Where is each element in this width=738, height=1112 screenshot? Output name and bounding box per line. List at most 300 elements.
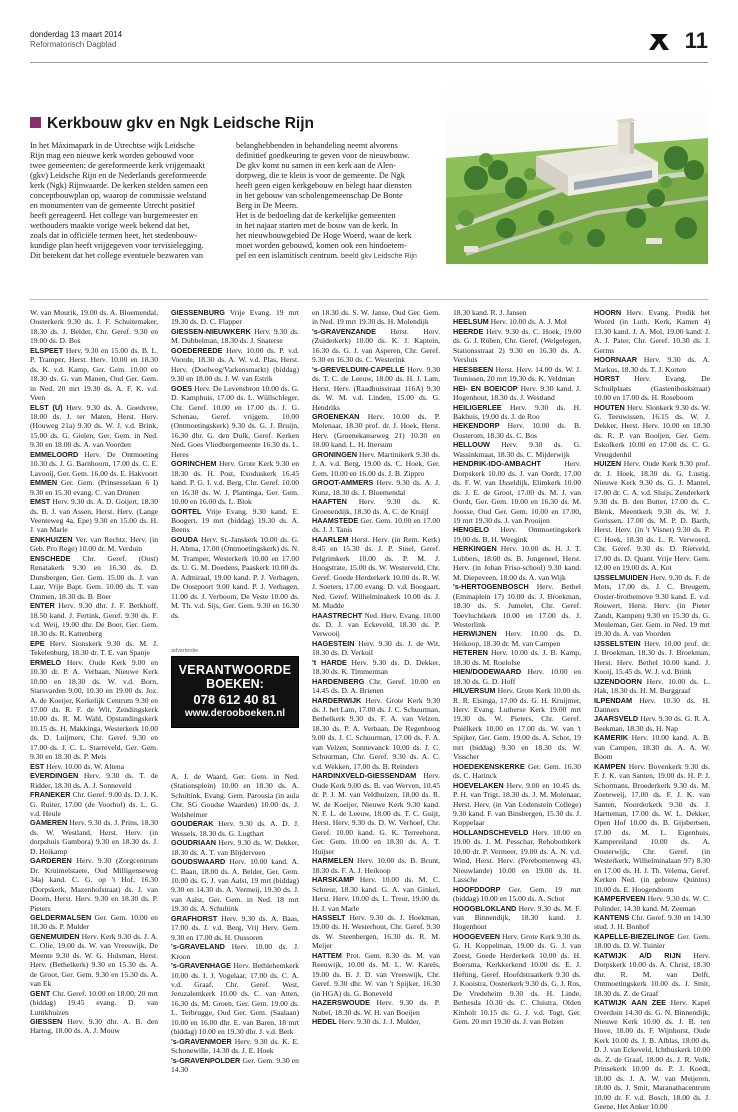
- service-entry: [312, 365, 440, 412]
- service-details: en 18.30 ds. S. W. Janse, Oud Ger. Gem. in Ned. 19 mrt 19.30 ds. H. Molendijk: [312, 308, 440, 327]
- service-details: Herv. Evang. Predik het Woord (in Luth. Kerk, Kamen 4) 13.30 kand. J. A. Mol, 19.00 kand. J. A. J. Pater, Chr. Geref. 10.30 ds. J. Germs: [594, 308, 710, 355]
- newspaper-name: Reformatorisch Dagblad: [30, 40, 117, 49]
- service-details: Herv. 9.30 ds. K. Groenendijk, 18.30 ds. A. C. de Kruijf: [312, 497, 440, 516]
- article-line: en monumenten van de gemeente Utrecht positief: [30, 201, 195, 210]
- place-name: 's-GRAVENZANDE: [312, 326, 377, 336]
- service-entry: [312, 771, 440, 856]
- place-name: HOOFDDORP: [453, 884, 501, 894]
- place-name: IJZENDOORN: [594, 676, 642, 686]
- place-name: HOOGBLOKLAND: [453, 903, 517, 913]
- article-line: In het Máximapark in de Utrechtse wijk Leidsche: [30, 141, 195, 150]
- place-name: KAMERIK: [594, 733, 629, 743]
- service-entry: [171, 942, 299, 961]
- place-name: HAARLEM: [312, 534, 349, 544]
- service-entry: [453, 828, 581, 885]
- service-entry: [594, 355, 710, 374]
- service-entry: [453, 582, 581, 629]
- service-details: Vrije Evang. 9.30 kand. E. Boogert, 19 mrt (biddag) 19.30 ds. A. Beens: [171, 506, 299, 535]
- service-entry: [171, 535, 299, 620]
- place-name: 's-GREVELDUIN-CAPELLE: [312, 364, 405, 374]
- service-entry: [171, 459, 299, 506]
- service-details: Herv. 9.30 ds. M. F. van Binnendijk, 18.30 kand. J. Hogenhout: [453, 903, 581, 932]
- service-details: Herv. 9.30 ds. A. Baas, 17.00 ds. J. v.d. Berg, Vrij Herv. Gem. 9.30 en 17.00 ds. H. Oussoren: [171, 913, 299, 942]
- service-listing-column-4: [453, 308, 581, 1060]
- service-entry: [594, 998, 710, 1111]
- service-details: Herv. 10.00 kand. A. B. van Campen, 18.30 ds. A. A. W. Boom: [594, 733, 710, 762]
- masthead: [30, 30, 708, 64]
- service-details: Herv. 10.00 ds. P. Molenaar, 18.30 prof. dr. J. Hoek, Herst. Herv. (Groenekanseweg 21) 10.30 en 18.00 kand. L. H. Ittersum: [312, 411, 441, 450]
- place-name: GRAFHORST: [171, 913, 218, 923]
- page-number: 11: [684, 28, 708, 53]
- service-entry: [312, 327, 440, 365]
- service-details: Herv. 10.00 ds. D. Heikoop, 18.30 dr. M. van Campen: [453, 629, 581, 648]
- service-details: A. J. de Waard, Ger. Gem. in Ned. (Stationsplein) 10.00 en 18.30 ds. A. Schultink, Evang. Gem. Parousia (in aula Chr. SG Goudse Waarden) 10.00 ds. J. Wolsheimer: [171, 772, 299, 819]
- article-line: in het gebouw van scholengemeenschap De Bonte: [236, 191, 403, 200]
- service-entry: [453, 629, 581, 648]
- service-details: Herv. Kerk 9.30 ds. J. A. C. Olie, 19.00 ds. W. van Vreeswijk, De Meente 9.30 ds. W. G. Hulsman, Herst. Herv. (Bethelkerk) 9.30 en 15.30 ds. A. de Groot, Ger. Gem. 9.30 en 15.30 ds. A. van Ek: [30, 931, 158, 989]
- article-line: kundige plan heeft vrijgegeven voor tervisielegging.: [30, 241, 204, 250]
- place-name: ELST (U): [30, 402, 63, 412]
- place-name: KAMPERVEEN: [594, 894, 646, 904]
- place-name: HOORNAAR: [594, 355, 637, 365]
- service-details: Herv. 10.00 ds. B. Oosterom, 18.30 ds. C. Bos: [453, 421, 581, 440]
- place-name: 's-GRAVENMOER: [171, 1036, 232, 1046]
- service-entry: [30, 478, 158, 497]
- place-name: HOEDEKENSKERKE: [453, 761, 525, 771]
- service-entry: [312, 696, 440, 772]
- service-details: Herv. 9.30 ds. A. D. Goijert, 18.30 ds. B. J. van Assen, Herst. Herv. (Lange Veenteweg 4a, Epe) 9.30 en 15.00 ds. H. J. van Marle: [30, 497, 158, 535]
- service-details: Herv. 9.30 ds. P. Nobel, 18.30 ds. W. H. van Boeijen: [312, 998, 441, 1017]
- service-details: Herv. Grote Kerk 9.30 en 18.30 ds. H. Post, Exoduskerk 16.45 kand. P. G. I. v.d. Berg, Chr. Geref. 10.00 en 16.30 ds. W. J. Plantinga, Ger. Gem. 10.00 en 16.00 ds. L. Blok: [171, 459, 299, 507]
- service-entry: [171, 914, 299, 942]
- service-entry: [30, 601, 158, 639]
- service-entry: [453, 327, 581, 365]
- service-entry: [312, 1017, 440, 1026]
- service-entry: [312, 516, 440, 535]
- service-details: Herv. 9.30 ds. K. E. Schonewille, 14.30 ds. J. E. Hoek: [171, 1036, 299, 1056]
- service-entry: [594, 639, 710, 677]
- service-details: Herv. 9.30 ds. M. Dubbelman, 18.30 ds. J. Snaterse: [171, 326, 299, 346]
- service-entry: [312, 875, 440, 913]
- place-name: HOEVELAKEN: [453, 780, 504, 790]
- service-details: Herv. 9.30 ds. J. Hoekman, 19.00 ds. H. Westerhout, Chr. Geref. 9.30 ds. W. Steenbergen, 16.30 ds. R. M. Meijer: [312, 913, 440, 951]
- place-name: HOOGEVEEN: [453, 931, 501, 941]
- service-entry: [171, 857, 299, 914]
- place-name: HUIZEN: [594, 459, 622, 469]
- service-entry: [30, 989, 158, 1017]
- ad-phone: 078 612 40 81: [193, 692, 277, 707]
- service-details: Herv. Oude Kerk 9.30 prof. dr. J. Hoek, 18.30 ds. G. Lustig, Nieuwe Kerk 9.30 ds. G. J. Mantel, 17.00 dr. C. A. v.d. Sluijs, Zenderkerk 9.30 ds. B. den Butter, 17.00 ds. C. Blenk, Meentkerk 9.30 ds. W. J. Gorissen, 17.00 ds. M. P. D. Barth, Herst. Herv. (in 't Visnet) 9.30 ds. P. C. Hoek, 18.30 ds. L. R. Verwoerd, Chr. Geref. 9.30 ds. D. Rietveld, 17.00 ds. D. Quant. Vrije Herv. Gem. 12.00 en 19.00 ds. A. Kot: [594, 459, 710, 573]
- place-name: 't HARDE: [312, 657, 347, 667]
- place-name: HETEREN: [453, 648, 488, 658]
- service-details: Herv. Martinikerk 9.30 ds. J. A. v.d. Berg, 19.00 ds. C. Hoek, Ger. Gem. 10.00 en 16.00 ds. J. B. Zippro: [312, 449, 440, 478]
- place-name: 's-HERTOGENBOSCH: [453, 582, 529, 592]
- service-entry: [30, 771, 158, 790]
- place-name: GIESSENBURG: [171, 308, 225, 317]
- place-name: HASSELT: [312, 913, 346, 922]
- place-name: GIESSEN: [30, 1016, 63, 1026]
- service-details: Herv. 9.30 ds. H. Bakhuis, 19.00 ds. J. de Roo: [453, 402, 581, 421]
- service-details: W. van Mourik, 19.00 ds. A. Bloemendal, Oosterkerk 9.30 ds. J. F. Schuitemaker, 18.30 ds. J. Belder, Chr. Geref. 9.30 en 19.00 ds. D. Bos: [30, 308, 158, 346]
- service-details: Herv. 10.00 ds. L. Hak, 18.30 ds. H. M. Burggraaf: [594, 676, 710, 696]
- place-name: GORINCHEM: [171, 459, 217, 469]
- service-entry: [594, 762, 710, 894]
- advertisement-box[interactable]: [171, 656, 299, 728]
- service-details: Herv. 9.00 en 10.45 ds. P. H. van Trigt, 18.30 ds. J. M. Molenaar, Herst. Herv. (in Van Lodenstein College) 9.30 kand. F. van Binsbergen, 15.30 ds. J. Koppelaar: [453, 780, 581, 828]
- place-name: HAZERSWOUDE: [312, 998, 370, 1008]
- service-entry: [453, 904, 581, 932]
- service-details: Herv. 10.00 kand. A. C. Baan, 18.00 ds. A. Belder, Ger. Gem. 10.00 ds. G. J. van Aalst, 19 mrt (biddag) 9.30 en 14.30 ds. A. Vermeij, 19.30 ds. J. van Aalst, Ger. Gem. in Ned. 18 mrt 19.30 ds. A. Schultink: [171, 857, 299, 914]
- service-entry: [312, 856, 440, 875]
- service-entry: [312, 478, 440, 497]
- service-entry: [312, 658, 440, 677]
- service-entry: [171, 384, 299, 460]
- place-name: EPE: [30, 638, 45, 648]
- service-details: Ger. Gem. (Prinsesselaan 6 I) 9.30 en 15.30 evang. C. van Drunen: [30, 478, 158, 497]
- article-line: heeft geen eigen kerkgebouw en belegt haar diensten: [236, 181, 412, 190]
- service-details: Herst. Herv. (in Rem. Kerk) 8.45 en 15.30 ds. J. P. Stoel, Geref. Pelgrimkerk 10.00 ds. P. M. J. Hoogstrate, 15.00 ds. W. Westerveld, Chr. Geref. Goede Herderkerk 10.00 ds. R. W. J. Soeters, 17.00 evang. D. v.d. Boogaart, Ned. Geref. Wilhelminakerk 10.00 ds. J. M. Mudde: [312, 534, 440, 611]
- place-name: ENSCHEDE: [30, 553, 71, 563]
- place-name: EMST: [30, 497, 51, 507]
- service-details: Chr. Geref. 9.00 ds. D. J. K. G. Ruiter, 17.00 (de Voorhof) ds. L. G. v.d. Heule: [30, 790, 158, 819]
- service-entry: [312, 951, 440, 998]
- place-name: EMMELOORD: [30, 449, 79, 459]
- service-details: Herv. 9.30 ds. G. R. A. Beekman, 18.30 ds. H. Nap: [594, 714, 710, 733]
- service-details: Herv. 9.30 ds. T. C. de Leeuw, 18.00 ds. H. J. Lam, Herst. Herv. (Raadhuisstraat 116A) 9.30 ds. W. M. v.d. Linden, 15.00 ds. G. Hendriks: [312, 364, 440, 412]
- place-name: GENEMUIDEN: [30, 931, 80, 941]
- service-details: Herv. 9.30 (Zorgcentrum Dr. Kruimelstaete, Oud Milligenseweg 34a) kand. C. G. op 't Hof, 16.30 (Dorpskerk, Mazenhofstraat) ds. J. van Doorn, Herst. Herv. 9.30 en 18.30 ds. P. Pieters: [30, 856, 158, 913]
- article-column-2: [236, 141, 431, 261]
- article-line: conceptbouwplan op, waarop de commissie welstand: [30, 191, 207, 200]
- place-name: HENDRIK-IDO-AMBACHT: [453, 459, 541, 469]
- place-name: EVERDINGEN: [30, 771, 79, 781]
- place-name: 's-GRAVELAND: [171, 942, 225, 952]
- masthead-divider: [30, 62, 708, 63]
- place-name: HAASTRECHT: [312, 610, 363, 620]
- service-details: Herv. 9.30 ds. J. J. Mulder,: [338, 1016, 421, 1026]
- service-entry: [312, 639, 440, 658]
- place-name: GORTEL: [171, 506, 202, 516]
- place-name: HATTEM: [312, 950, 342, 960]
- place-name: HOORN: [594, 308, 622, 317]
- service-entry: [171, 838, 299, 857]
- article-line: (gkv) Leidsche Rijn en de Nederlands gereformeerde: [30, 171, 207, 180]
- service-details: Herv. 9.30 ds. A. Markus, 18.30 ds. T. J. Korten: [594, 355, 710, 374]
- ad-line-2: BOEKEN:: [206, 677, 264, 691]
- service-entry: [171, 507, 299, 535]
- service-entry: [453, 544, 581, 582]
- service-details: Herv. 10.00 ds. H. J. T. Lubbers, 18.00 ds. B. Jongeneel, Herst. Herv. (in Johan Friso-school) 9.30 kand. M. Diepeveen, 18.00 ds. A. van Wijk: [453, 544, 581, 582]
- article-headline: [30, 115, 415, 137]
- place-name: HIEN/DODEWAARD: [453, 667, 522, 677]
- service-entry: [594, 374, 710, 402]
- place-name: HERKINGEN: [453, 544, 497, 554]
- service-details: Herv. 10.00 en 18.30 ds. G. D. Hoff: [453, 667, 581, 686]
- service-details: Herv. 9.30 en 15.00 ds. B. L. P. Tramper, Herst. Herv. 10.00 en 18.30 ds. K. v.d. Kamp, Ger. Gem. 10.00 en 18.30 ds. G. van Manen, Oud Ger. Gem. in Ned. 20 mrt 19.30 ds. A. F. K. v.d. Veen: [30, 345, 158, 403]
- article-line: wethouders maakte vorige week bekend dat het,: [30, 221, 190, 230]
- place-name: IJSSELSTEIN: [594, 638, 641, 648]
- service-details: Ver. van Rechtz. Herv. (in Geb. Pro Rege) 10.00 dr. M. Verduin: [30, 534, 158, 554]
- service-details: Ger. Gem. 18.00 ds. D. W. Tuinier: [594, 931, 710, 951]
- service-entry: [594, 308, 710, 355]
- service-listing-column-5: [594, 308, 711, 1112]
- service-details: Herst. Herv. (Zuiderkerk) 10.00 ds. K. J. Kaptein, 16.30 ds. G. J. van Asperen, Chr. Geref. 9.30 en 16.30 ds. C. Westerink: [312, 326, 440, 365]
- service-entry: [30, 554, 158, 601]
- service-entry: [171, 1037, 299, 1056]
- place-name: GOUDA: [171, 534, 199, 544]
- service-entry: [30, 308, 158, 346]
- service-entry: [312, 308, 440, 327]
- place-name: KATWIJK AAN ZEE: [594, 998, 666, 1008]
- church-illustration-icon: [446, 78, 708, 264]
- service-details: Herv. 9.30 ds. A. J. Kunz, 18.30 ds. J. Bloemendal: [312, 478, 441, 497]
- place-name: GENT: [30, 988, 51, 998]
- service-details: Herv. 10.00 ds. J. B. Kamp, 18.30 ds. M. Roelofse: [453, 648, 581, 667]
- service-details: Ger. Gem. 10.00 en 17.00 ds. J. J. Tanis: [312, 515, 440, 535]
- service-details: Herv. 9.30 ds. J. Prins, 18.30 ds. W. Westland, Herst. Herv. (in dorpshuis Gambora) 9.30 en 18.30 ds. J. D. Heikamp: [30, 818, 158, 856]
- photo-credit: beeld gkv Leidsche Rijn: [339, 251, 417, 260]
- article-line: heeft gereageerd. Het college van burgemeester en: [30, 211, 198, 220]
- service-details: Herv. 10.00 ds. B. Brunt, 18.30 ds. F. A. J. Heikoop: [312, 856, 440, 875]
- service-entry: [312, 677, 440, 696]
- service-entry: [312, 450, 440, 478]
- place-name: HEESBEEN: [453, 364, 494, 374]
- article-line: belanghebbenden in behandeling neemt alvorens: [236, 141, 398, 150]
- service-entry: [453, 459, 581, 525]
- place-name: HARDERWIJK: [312, 695, 362, 705]
- place-name: ERMELO: [30, 657, 62, 667]
- service-details: Herv. Kapel Overduin 14.30 ds. G. N. Binnendijk, Nieuwe Kerk 10.00 ds. J. B. ten Hove, 18.00 ds. F. Wijnhorst, Oude Kerk 10.00 ds. J. B. Alblas, 18.00 ds. D. J. van Eckeveld, Ichthuskerk 10.00 ds. Z. de Graaf, 18.00 ds. J. R. Volk, Prinsekerk 10.00 ds. P. J. Koedt, 18.00 ds. J. A. W. van Meijeren, 18.00 ds. J. Smit, Maranathacentrum 10.00 dr. F. v.d. Bosch, 18.00 ds. J. Geene, Het Anker 10.00: [594, 998, 711, 1112]
- service-details: Prot. Gem. 8.30 ds. M. van Reeuwijk, 10.00 ds. M. L. W. Karels, 19.00 ds. B. J. D. van Vreeswijk, Chr. Geref. 9.30 dhr. W. van 't Spijker, 16.30 (in HGA) ds. G. Boneveld: [312, 950, 440, 998]
- service-entry: [453, 308, 581, 317]
- service-details: Herv. 9.30 ds. J. de Wit, 18.30 ds. D. Verkuil: [312, 638, 440, 658]
- service-details: Herv. Sionskerk 9.30 ds. M. J. Tekelenburg, 18.30 dr. T. E. van Spanje: [30, 638, 158, 658]
- service-listing-column-2a: [171, 308, 299, 640]
- place-name: GARDEREN: [30, 856, 72, 866]
- place-name: HAAMSTEDE: [312, 515, 359, 525]
- service-entry: [594, 696, 710, 715]
- section-divider: [30, 299, 708, 300]
- service-entry: [312, 913, 440, 951]
- service-entry: [453, 384, 581, 403]
- place-name: EMMEN: [30, 478, 58, 488]
- place-name: HORST: [594, 374, 620, 384]
- place-name: EST: [30, 761, 45, 771]
- place-name: GOUDERAK: [171, 819, 214, 829]
- service-entry: [30, 762, 158, 771]
- place-name: HEKENDORP: [453, 421, 500, 431]
- place-name: HEILIGERLEE: [453, 402, 502, 412]
- service-entry: [30, 497, 158, 535]
- service-entry: [30, 639, 158, 658]
- service-details: Herv. 10.00 ds. W. Altena: [46, 761, 125, 771]
- article-line: kerk (Ngk) Rijnwaarde. De kerken stelden samen een: [30, 181, 208, 190]
- service-details: Herv. 9.30 ds. T. de Ridder, 18.30 ds. A. J. Sonneveld: [30, 771, 159, 790]
- service-entry: [453, 686, 581, 762]
- place-name: HARDINXVELD-GIESSENDAM: [312, 771, 417, 781]
- service-details: Herst. Herv. 14.00 ds. W. J. Teunissen, 20 mrt 19.30 ds. K. Veldman: [453, 364, 581, 384]
- service-entry: [30, 403, 158, 450]
- service-details: Herv. 9.30 kand. J. Hogenhout, 18.30 ds. J. Westland: [453, 383, 581, 403]
- service-entry: [453, 317, 581, 326]
- service-details: Herv. Oude Kerk 9.00 en 10.30 dr. P. A. Verbaan, Nieuwe Kerk 10.00 en 18.30 ds. W. v.d. Born, Starsvarden 9.00, 10.30 en 19.00 ds. Joz. A. de Koeijer, Kerkelijk Centrum 9.30 en 17.00 ds. R. F. de Wit, Zendingskerk 10.00 ds. R. M. Wahl, Opstandingskerk 10.15 ds. H. Makkinga, Westerkerk 10.00 ds. D. Luijmers, Chr. Geref. 9.30 en 17.00 ds. J. C. L. Starreveld, Ger. Gem. 9.30 en 18.30 ds. P. Mels: [30, 657, 158, 762]
- service-details: Herv. 10.00 ds. J. Kroon: [171, 942, 299, 961]
- place-name: KANTENS: [594, 913, 630, 922]
- service-entry: [594, 403, 710, 460]
- service-entry: [453, 932, 581, 1027]
- service-details: Herv. 10.00 ds. P. v.d. Voorde, 18.30 ds. A. W. v.d. Plas, Herst. Herv. (Doelweg/Varkensmarkt) (biddag) 9.30 en 18.00 ds. J. W. van Estrik: [171, 345, 300, 384]
- advertisement: [171, 648, 299, 728]
- place-name: KATWIJK A/D RIJN: [594, 950, 681, 960]
- service-details: Herv. Ontmoetingskerk 19.00 ds. B. H. Weegink: [453, 525, 581, 544]
- article-line: Berg in De Meern.: [236, 201, 299, 210]
- service-entry: [453, 648, 581, 667]
- place-name: HEELSUM: [453, 317, 489, 327]
- place-name: HEERDE: [453, 326, 484, 336]
- service-details: Ger. Gem. 10.00 en 18.30 ds. P. Mulder: [30, 913, 158, 932]
- service-entry: [594, 677, 710, 696]
- service-details: Herv. 9.30 ds. A. Goedvree, 18.00 ds. J. ter Maten, Herst. Herv. (Houweg 21a) 9.30 ds. W. J. v.d. Brink, 15.00 ds. G. Gielen, Ger. Gem. in Ned. 9.30 en 18.00 ds. A. van Voorden: [30, 402, 158, 450]
- article-line: Rijn mag een nieuwe kerk worden gebouwd voor: [30, 151, 194, 160]
- service-details: Herv. Oude Kerk 9.00 ds. B. van Werven, 10.45 dr. P. J. M. van Veldhuizen, 18.00 ds. R. W. de Koeijer, Nieuwe Kerk 9.30 kand. N. F. L. de Leeuw, 18.00 ds. T. C. Guijt, Herst. Herv. 9.30 ds. D. W. Verhoef, Chr. Geref. 10.00 kand. G. K. Terreehorst, Ger. Gem. 10.00 en 18.30 ds. A. T. Huijser: [312, 771, 440, 856]
- article-line: in het najaar starten met de bouw van de kerk. In: [236, 221, 398, 230]
- service-entry: [453, 525, 581, 544]
- service-details: Herv. 9.30 ds. A. D. J. Wessels, 18.30 ds. G. Lugthart: [171, 819, 299, 838]
- service-listing-column-3: [312, 308, 440, 1060]
- place-name: HENGELO: [453, 525, 490, 535]
- place-name: HARSKAMP: [312, 875, 355, 885]
- service-details: Herv. Bovenkerk 9.30 ds. F. J. K. van Santen, 19.00 ds. H. P. J. Schormans, Broederkerk 9.30 ds. M. Zoeteweij, 17.00 ds. F. J. K. van Santen, Noorderkerk 9.30 ds. J. Hartteman, 17.00 ds. W. L. Dekker, Open Hof 10.00 ds. B. Gijsbertsen, 17.00 ds. M. L. Eigenhuis, Kampereiland 10.00 ds. A. Oosterwijk, Chr. Geref. (in Westerkerk, Wilhelminalaan 97) 8.30 en 17.00 ds. H. J. Th. Velema, Geref. Kerken Ned. (in gebouw Quintus) 10.00 ds. E. Hoogendoorn: [594, 761, 710, 894]
- place-name: HAGESTEIN: [312, 638, 355, 648]
- service-details: Herv. 9.30 dhr. J. F. Berkhoff, 18.50 kand. J. Fertink, Geref. 9.30 ds. F. v.d. Weij, 19.00 dhr. De Boer, Ger. Gem. 18.30 ds. R. Kattenberg: [30, 601, 158, 639]
- service-details: Herv. 9.30 ds. G. Wassinkmaat, 18.30 ds. C. Mijderwijk: [453, 440, 581, 459]
- article-column-1: [30, 141, 225, 261]
- service-details: Herv. De Levensbron 10.00 ds. G. D. Kamphuis, 17.00 ds. L. Wüllschleger, Chr. Geref. 10.00 en 17.00 ds. J. G. Schenau, Geref. vrijgem. 10.00 (Ontmoetingskerk) 9.30 ds. G. J. Bruijn, 16.30 dhr. G. den Dulk, Geref. Kerken Ned. Goes Vliedbergemeente 16.30 ds. L. Heres: [171, 383, 299, 459]
- place-name: KAPELLE-BIEZELINGE: [594, 931, 675, 941]
- service-entry: [30, 658, 158, 762]
- service-details: Herv. Grote Kerk 9.30 ds. G. H. Koppelman, 19.00 ds. G. J. van Zoest, Goede Herderkerk 10.00 ds. H. Boersma, Kerkkerkend 10.00 ds. E. J. Hefting, Geref. Hoofdstraatkerk 9.30 ds. J. Kooistra, Oosterkerk 9.30 ds. G. J. Ros, De Vredeheim 9.30 ds. H. Linde, Bethesda 10.30 ds. C. Cluistra, Olden Kinholt 10.15 ds. G. J. v.d. Togt, Ger. Gem. 20 mrt 19.30 ds. J. van Belzen: [453, 931, 581, 1026]
- service-entry: [171, 327, 299, 346]
- place-name: HEI- EN BOEICOP: [453, 383, 518, 393]
- place-name: HOUTEN: [594, 402, 625, 412]
- place-name: FRANEKER: [30, 790, 71, 800]
- place-name: GRONINGEN: [312, 449, 357, 459]
- place-name: HEDEL: [312, 1016, 337, 1026]
- article-line: De gkv komt nu samen in een kerk aan de Alen-: [236, 161, 396, 170]
- service-listing-column-1: [30, 308, 158, 1060]
- place-name: IJSSELMUIDEN: [594, 572, 648, 582]
- place-name: GOES: [171, 383, 193, 393]
- service-entry: [594, 733, 710, 761]
- place-name: HELLOUW: [453, 440, 490, 450]
- service-details: Herv. 10.00 en 19.00 ds. J. M. Pesschar, Rehobothkerk 10.00 dr. P. Vermeer, 19.00 ds. A. N. v.d. Wind, Herst. Herv. (Perebomenweg 43, Nieuwlande) 10.00 en 19.00 ds. H. Lassche: [453, 827, 581, 885]
- place-name: GIESSEN-NIEUWKERK: [171, 326, 251, 336]
- service-entry: [171, 308, 299, 327]
- article-line: het nieuwbouwgebied De Hoge Woerd, waar de kerk: [236, 231, 412, 240]
- service-details: Chr. Geref. (Oost) Renatakerk 9.30 en 16.30 ds. D. Dunsbergen, Ger. Gem. 15.00 ds. J. van Laar, Vrije Bapt. Gem. 10.00 ds. T. van Ommen, 18.30 ds. B. Boer: [30, 553, 158, 601]
- place-name: GROENEKAN: [312, 411, 360, 421]
- place-name: ENKHUIZEN: [30, 534, 73, 544]
- place-name: 's-GRAVENPOLDER: [171, 1055, 241, 1065]
- service-details: Vrije Evang. 19 mrt 19.30 ds. D. C. Flapper: [171, 308, 299, 327]
- service-details: Herv. Bethel (Emmaplein 17) 10.00 ds. J. Broekman, 18.30 ds. S. Jumelet, Chr. Geref. Toevluchtkerk 10.00 en 17.00 ds. J. Westerlink: [453, 582, 581, 629]
- headline-text: Kerkbouw gkv en Ngk Leidsche Rijn: [47, 115, 315, 132]
- place-name: GOEDEREEDE: [171, 345, 223, 355]
- article-line: Het is de bedoeling dat de kerkelijke gemeenten: [236, 211, 396, 220]
- service-entry: [312, 535, 440, 611]
- service-details: Herv. 9.30 ds. W. Dekker, 18.30 ds. A. T. van Blijderveen: [171, 838, 299, 857]
- place-name: GELDERMALSEN: [30, 913, 92, 922]
- service-entry: [312, 412, 440, 450]
- place-name: HAAFTEN: [312, 497, 347, 507]
- service-entry: [30, 913, 158, 932]
- service-entry: [453, 440, 581, 459]
- ad-line-1: VERANTWOORDE: [178, 663, 292, 677]
- service-details: Herv. Slonkerk 9.30 ds. W. G. Teeuwissen, 16.15 ds. W. J. Dekker, Herst. Herv. 10.00 en 18.30 ds. R. P. van Rooijen, Ger. Gem. Eskolkerk 10.00 en 17.00 ds. C. G. Vreugdenhil: [594, 402, 710, 459]
- service-entry: [312, 497, 440, 516]
- service-details: Herv. 9.30 ds. C. Hoek, 19.00 ds. G. J. Röben, Chr. Geref. (Welgelegen, Stationsstraat 2) 9.30 en 16.30 ds. A. Versluis: [453, 326, 581, 365]
- service-entry: [453, 667, 581, 686]
- service-details: Herv. Dorpskerk 10.00 ds. A. Christ, 18.30 dhr. R. M. van Delft, Ontmoetingskerk 10.00 ds. J. Smit, 18.30 ds. Z. de Graaf: [594, 950, 710, 998]
- service-entry: [594, 951, 710, 998]
- service-details: Ned. Herv. Evang. 10.00 ds. D. J. van Eckeveld, 18.30 ds. P. Verwooij: [312, 610, 440, 639]
- service-details: Herv. Evang. De Schuilplaats (Gasteniboskstraat) 10.00 en 17.00 ds. H. Roseboom: [594, 374, 710, 403]
- service-details: 18.30 kand. R. J. Jansen: [453, 308, 527, 317]
- service-details: Herv. 10.30 ds. H. Danners: [594, 695, 710, 715]
- article-line: zoals dat in officiële termen heet, het stedenbouw-: [30, 231, 198, 240]
- service-entry: [594, 932, 710, 951]
- place-name: ENTER: [30, 601, 55, 611]
- service-entry: [594, 913, 710, 932]
- service-details: Chr. Geref. 10.00 en 18.00, 20 mrt (biddag) 19.45 evang. D. van Luttikhuizen: [30, 988, 158, 1017]
- issue-date: donderdag 13 maart 2014: [30, 30, 123, 39]
- service-details: Herv. 9.30 ds. F. de Mots, 17.00 ds. J. C. Breugem, Ooster-brothemove 9.30 kand. E. v.d. Rouwert, Herst. Herv. (in Pieter Zandt, Kampen) 9.30 en 15.30 ds. G. Meuleman, Ger. Gem. in Ned. 19 mrt 19.30 ds. A. van Voorden: [594, 572, 710, 639]
- place-name: GROOT-AMMERS: [312, 478, 374, 488]
- church-render-image: [446, 78, 708, 264]
- service-entry: [594, 714, 710, 733]
- service-details: Herv. 9.30 dhr. A. B. den Hartog, 18.00 ds. A. J. Mouw: [30, 1016, 159, 1036]
- service-details: Ger. Gem. 16.30 ds. C. Harinck: [453, 761, 582, 781]
- service-listing-column-2b: [171, 772, 299, 1075]
- service-entry: [30, 1017, 158, 1036]
- article-line: definitief goedkeuring te geven voor de nieuwbouw.: [236, 151, 410, 160]
- ad-url[interactable]: www.derooboeken.nl: [184, 708, 286, 719]
- service-details: Herv. St.-Janskerk 10.00 ds. G. H. Abma, 17.00 (Ontmoetingskerk) ds. N. M. Tramper, Westerkerk 10.00 en 17.00 ds. U. G. M. Doedens, Paaskerk 10.00 ds. A. Admiraal, 19.00 kand. P. J. Verhagen, De Oostpoort 9.00 kand. P. J. Verhagen, 11.00 ds. J. Verboom, De Veste 10.00 ds. M. Th. v.d. Sijs, Ger. Gem. 9.30 en 16.30 ds.: [171, 534, 299, 620]
- service-details: Chr. Geref. 10.00 en 14.45 ds. D. A. Brienen: [312, 676, 441, 696]
- place-name: GOUDRIAAN: [171, 838, 216, 848]
- service-entry: [594, 894, 710, 913]
- service-details: Herv. Bethlehemkerk 10.00 ds. I. J. Vogelaar, 17.00 ds. C. A. v.d. Graaf, Chr. Geref. West, Jeruzalemkerk 10.00 ds. C. van Atten, 16.30 ds. M. Groen, Ger. Gem. 19.00 ds. L. Terbrugge, Oud Ger. Gem. (Saalaan) 10.00 en 16.00 dhr. E. van Baren, 18 mrt (biddag) 10.00 en 19.30 dhr. J. v.d. Berk: [171, 961, 299, 1037]
- service-entry: [171, 772, 299, 819]
- service-details: Chr. Geref. 9.30 en 14.30 stud. J. H. Bonhof: [594, 913, 711, 932]
- place-name: HARDENBERG: [312, 676, 365, 686]
- service-entry: [453, 781, 581, 828]
- service-entry: [171, 961, 299, 1037]
- place-name: 's-GRAVENHAGE: [171, 961, 231, 971]
- place-name: JAARSVELD: [594, 714, 639, 724]
- place-name: HERWIJNEN: [453, 629, 497, 639]
- service-details: Herv. 10.00 ds. M. C. Schreur, 18.30 kand. G. A. van Ginkel, Herst. Herv. 10.00 ds. L. Treur, 19.00 ds. H. J. van Marle: [312, 875, 440, 913]
- place-name: HILVERSUM: [453, 686, 496, 696]
- service-details: Herv. 10.00 ds. A. J. Mol: [490, 317, 567, 327]
- service-entry: [30, 856, 158, 913]
- service-details: Ger. Gem. 9.30 en 14.30: [171, 1055, 299, 1075]
- place-name: ELSPEET: [30, 345, 64, 355]
- place-name: HOLLANDSCHEVELD: [453, 827, 529, 837]
- article-line: pel en een islamitisch centrum. beeld gkv Leidsche Rijn: [236, 251, 417, 260]
- advertisement-label: advertentie: [171, 648, 199, 654]
- service-entry: [453, 365, 581, 384]
